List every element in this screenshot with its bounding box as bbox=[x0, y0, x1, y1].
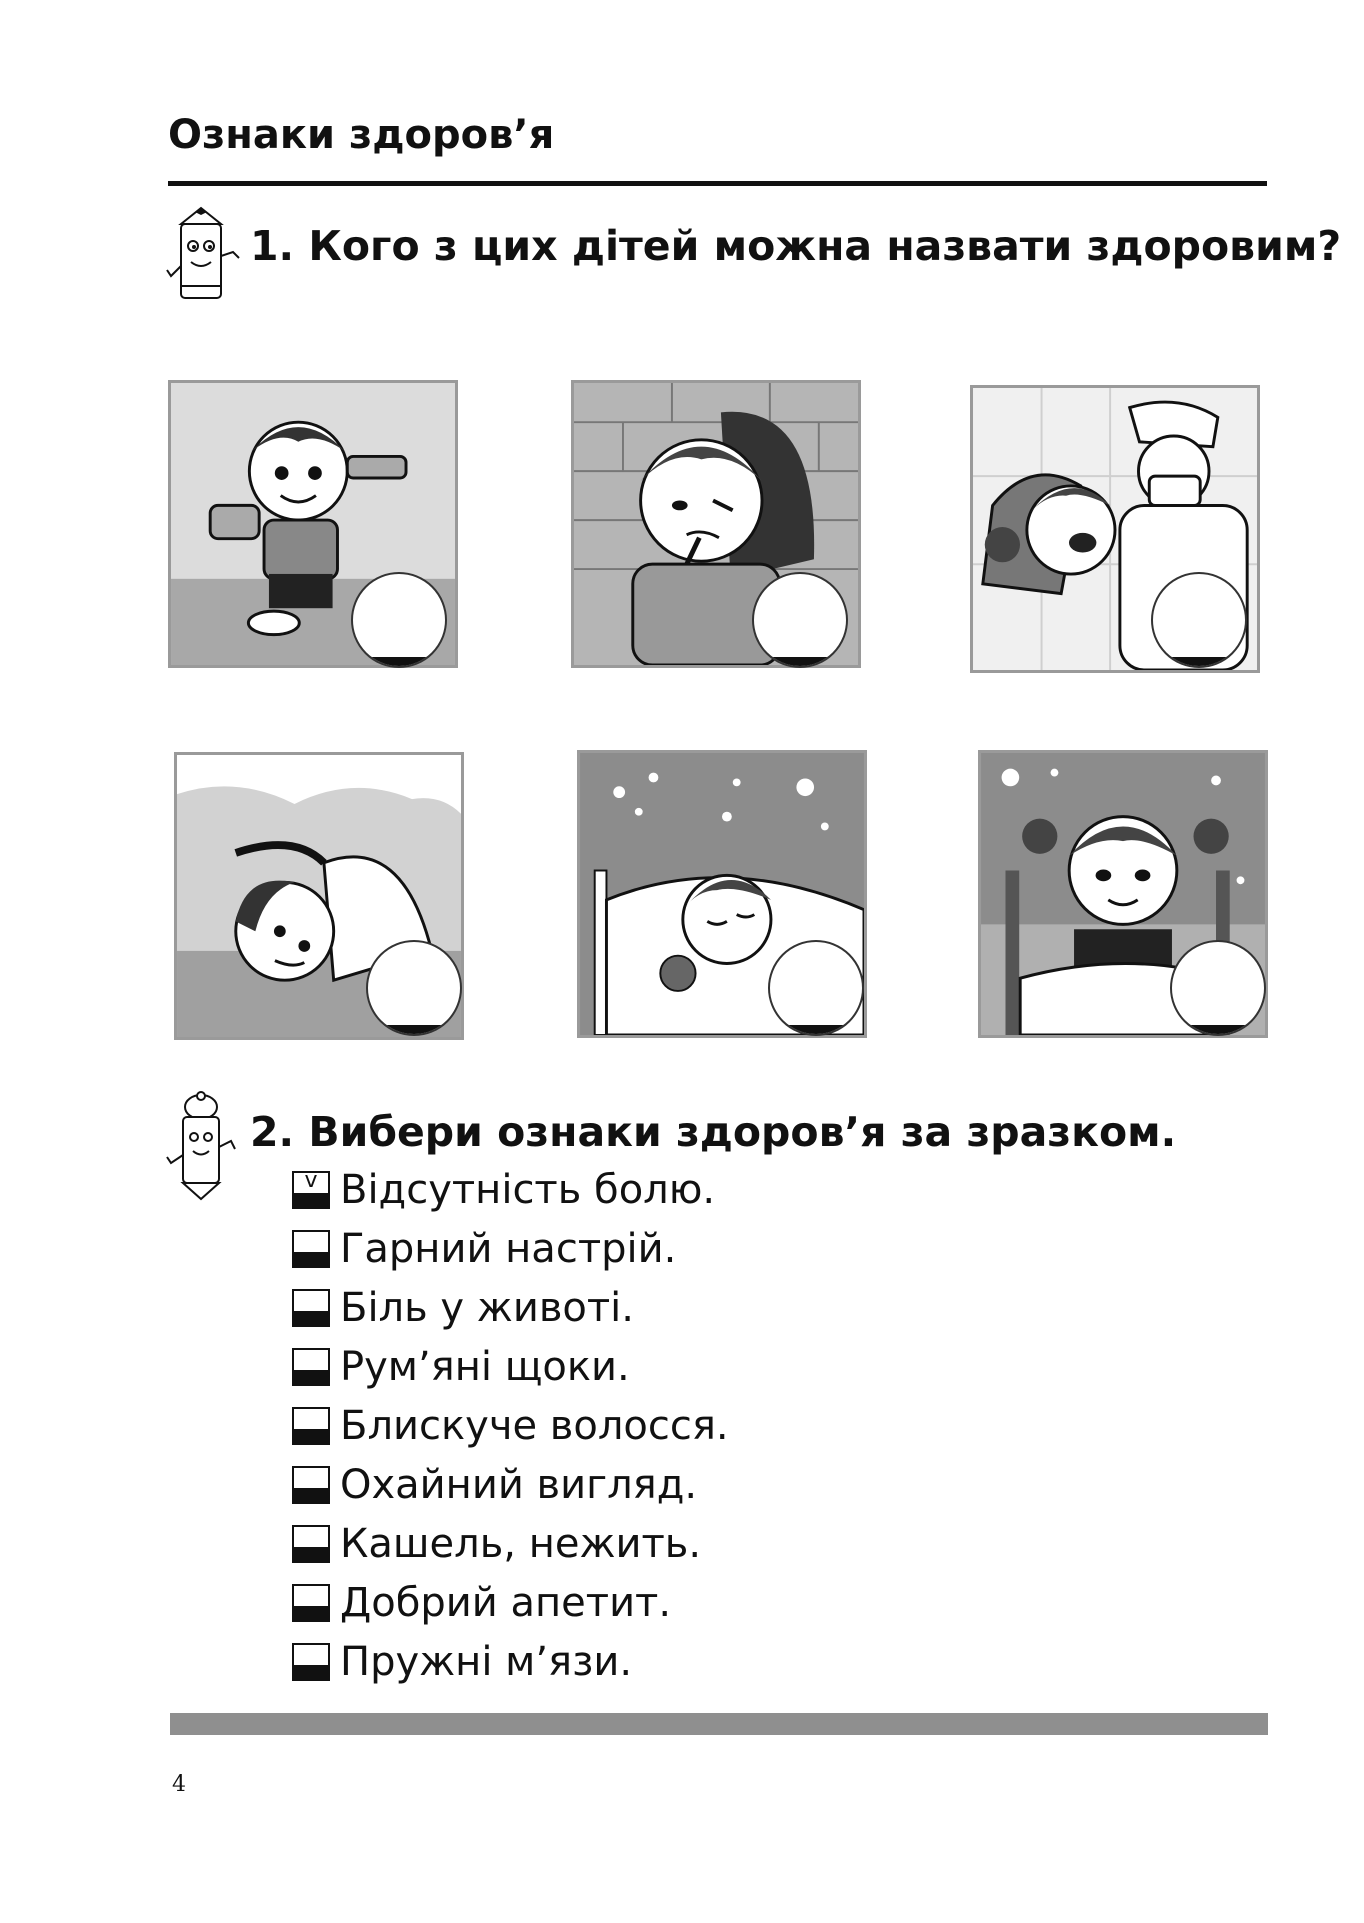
option-row bbox=[292, 1337, 729, 1396]
checkbox[interactable] bbox=[292, 1466, 330, 1504]
answer-circle-6[interactable] bbox=[1170, 940, 1266, 1036]
checkbox-checked[interactable] bbox=[292, 1167, 330, 1209]
answer-circle-3[interactable] bbox=[1151, 572, 1247, 668]
option-label: Кашель, нежить. bbox=[340, 1520, 702, 1567]
option-row bbox=[292, 1573, 729, 1632]
answer-circle-2[interactable] bbox=[752, 572, 848, 668]
check-mark: v bbox=[304, 1167, 318, 1193]
option-label: Відсутність болю. bbox=[340, 1166, 716, 1213]
option-label: Пружні м’язи. bbox=[340, 1638, 633, 1685]
option-label: Гарний настрій. bbox=[340, 1225, 677, 1272]
option-label: Охайний вигляд. bbox=[340, 1461, 698, 1508]
answer-circle-4[interactable] bbox=[366, 940, 462, 1036]
checkbox[interactable] bbox=[292, 1643, 330, 1681]
option-row bbox=[292, 1278, 729, 1337]
option-row bbox=[292, 1160, 729, 1219]
pencil-mascot-icon bbox=[163, 206, 245, 306]
option-row bbox=[292, 1396, 729, 1455]
checkbox[interactable] bbox=[292, 1230, 330, 1268]
option-row bbox=[292, 1219, 729, 1278]
page-number: 4 bbox=[172, 1772, 186, 1797]
option-label: Добрий апетит. bbox=[340, 1579, 672, 1626]
option-label: Блискуче волосся. bbox=[340, 1402, 729, 1449]
checkbox[interactable] bbox=[292, 1584, 330, 1622]
health-signs-list bbox=[292, 1160, 729, 1691]
option-label: Біль у животі. bbox=[340, 1284, 635, 1331]
option-row bbox=[292, 1514, 729, 1573]
pencil-mascot-icon bbox=[163, 1091, 239, 1201]
title-divider bbox=[168, 181, 1267, 186]
checkbox[interactable] bbox=[292, 1407, 330, 1445]
footer-bar bbox=[170, 1713, 1268, 1735]
task2-heading: 2. Вибери ознаки здоров’я за зразком. bbox=[250, 1108, 1177, 1156]
option-row bbox=[292, 1455, 729, 1514]
task1-heading: 1. Кого з цих дітей можна назвати здоровим? bbox=[250, 222, 1342, 270]
option-label: Рум’яні щоки. bbox=[340, 1343, 630, 1390]
checkbox[interactable] bbox=[292, 1289, 330, 1327]
checkbox[interactable] bbox=[292, 1348, 330, 1386]
answer-circle-1[interactable] bbox=[351, 572, 447, 668]
page-title: Ознаки здоров’я bbox=[168, 112, 555, 158]
checkbox[interactable] bbox=[292, 1525, 330, 1563]
option-row bbox=[292, 1632, 729, 1691]
answer-circle-5[interactable] bbox=[768, 940, 864, 1036]
